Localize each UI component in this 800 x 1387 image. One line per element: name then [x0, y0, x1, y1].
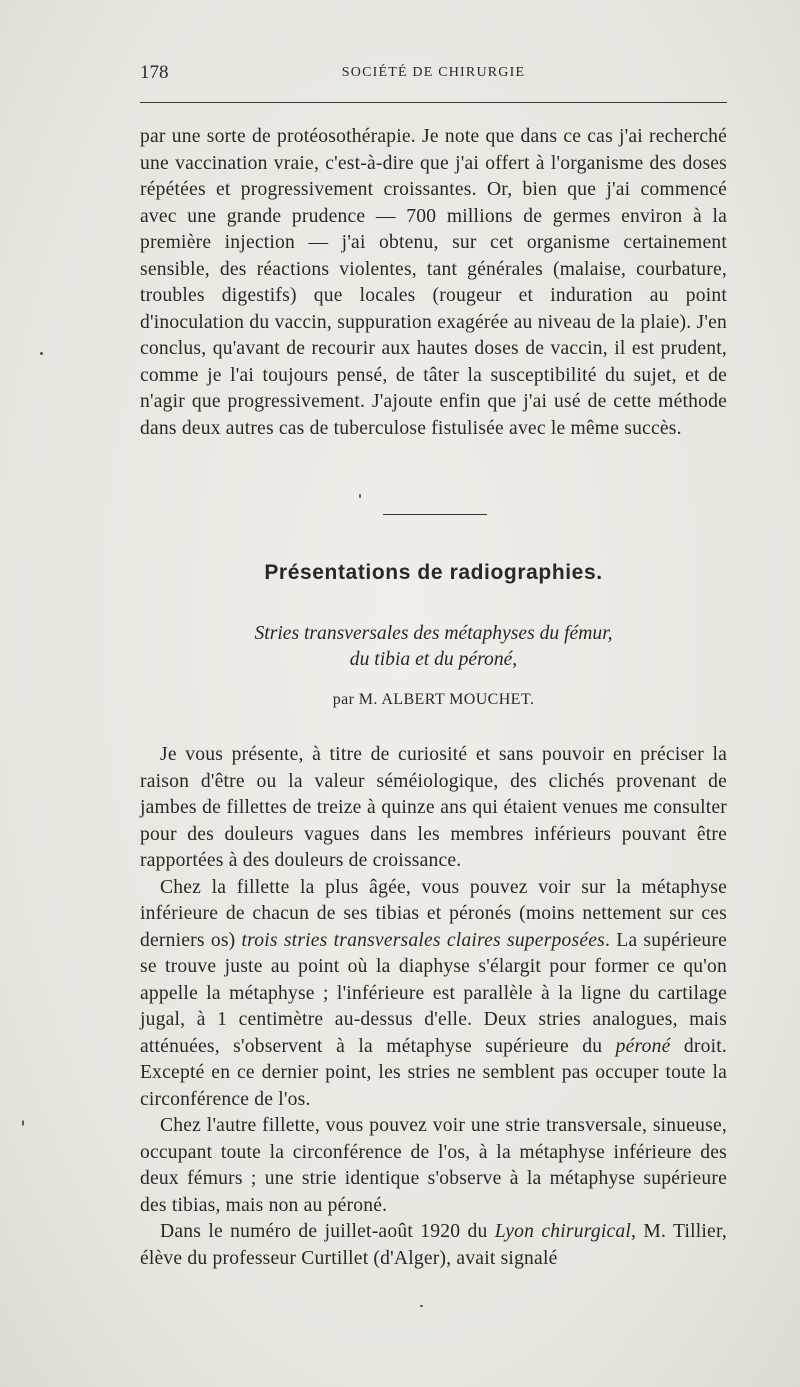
- intro-paragraph: par une sorte de protéosothérapie. Je note que dans ce cas j'ai recherché une vaccination vraie, c'est-à-dire que j'ai offert à l'organisme des doses répétées et progressivement croissantes. Or, bien que j'ai commencé avec une grande prudence — 700 millions de germes environ à la première injection — j'ai obtenu, sur cet organisme certainement sensible, des réactions violentes, tant générales (malaise, courbature, troubles digestifs) que locales (rougeur et induration au point d'inoculation du vaccin, suppuration exagérée au niveau de la plaie). J'en conclus, qu'avant de recourir aux hautes doses de vaccin, il est prudent, comme je l'ai toujours pensé, de tâter la susceptibilité du sujet, et de n'agir que progressivement. J'ajoute enfin que j'ai usé de cette méthode dans deux autres cas de tuberculose fistulisée avec le même succès.: [140, 126, 727, 439]
- paragraph-2-text-b: . La supérieure se trouve juste au point où la diaphyse s'élargit pour former ce qu'on appelle la métaphyse ; l'inférieure est parallèle à la ligne du cartilage jugal, à 1 centimètre au-dessus d'elle. Deux stries analogues, mais atténuées, s'observent à la métaphyse supérieure du: [140, 929, 727, 1057]
- paper-speck: [40, 352, 43, 355]
- paragraph-3: Chez l'autre fillette, vous pouvez voir une strie transversale, sinueuse, occupant toute la circonférence de l'os, à la métaphyse inférieure des deux fémurs ; une strie identique s'observe à la métaphyse supérieure des tibias, mais non au péroné.: [140, 1115, 727, 1216]
- paragraph-1: Je vous présente, à titre de curiosité et sans pouvoir en préciser la raison d'être ou la valeur séméiologique, des clichés provenant de jambes de fillettes de treize à quinze ans qui étaient venues me consulter pour des douleurs vagues dans les membres inférieurs pouvant être rapportées à des douleurs de croissance.: [140, 744, 727, 871]
- section-divider: [383, 514, 487, 515]
- paragraph-4-emphasis: Lyon chirurgical: [494, 1221, 632, 1242]
- running-head: SOCIÉTÉ DE CHIRURGIE: [341, 65, 526, 80]
- paragraph-2-emphasis: trois stries transversales claires superposées: [241, 929, 605, 951]
- paragraph-4: [140, 1219, 727, 1272]
- paper-speck: [22, 1120, 24, 1126]
- paragraph-2-emphasis-2: péroné: [615, 1035, 671, 1057]
- paragraph-2-text-c: droit. Excepté en ce dernier point, les stries ne semblent pas occuper toute la circonférence de l'os.: [140, 1035, 728, 1110]
- paper-speck: [359, 494, 361, 498]
- header-rule: [140, 102, 727, 103]
- subtitle-line-1: Stries transversales des métaphyses du fémur,: [254, 623, 613, 644]
- paragraph-4-text-b: , M. Tillier, élève du professeur Curtillet (d'Alger), avait signalé: [140, 1221, 727, 1269]
- article-author: par M. ALBERT MOUCHET.: [332, 691, 535, 708]
- page-number: 178: [140, 62, 169, 83]
- paragraph-2: [140, 875, 727, 1114]
- article-subtitle: [140, 621, 727, 673]
- article-body: [140, 742, 727, 1272]
- section-title: Présentations de radiographies.: [264, 561, 603, 584]
- subtitle-line-2: du tibia et du péroné,: [349, 649, 518, 670]
- paragraph-2-text-a: Chez la fillette la plus âgée, vous pouvez voir sur la métaphyse inférieure de chacun de ses tibias et péronés (moins nettement sur ces derniers os): [140, 876, 727, 951]
- paragraph-4-text-a: Dans le numéro de juillet-août 1920 du: [160, 1221, 495, 1242]
- intro-paragraph-block: [140, 124, 727, 442]
- page-header: [140, 62, 727, 86]
- paper-speck: [420, 1305, 423, 1307]
